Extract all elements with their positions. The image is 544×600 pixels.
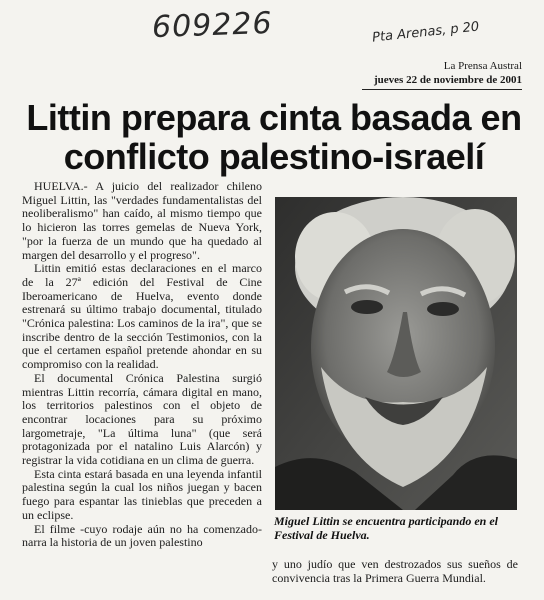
- article-left-column: [22, 180, 262, 550]
- photo-caption: Miguel Littin se encuentra participando en el Festival de Huelva.: [274, 514, 499, 542]
- portrait-illustration: [275, 197, 517, 510]
- article-paragraph: El documental Crónica Palestina surgió mientras Littin recorría, cámara digital en mano, los territorios palestinos con el objeto de encontrar locaciones para su próximo largometraje, "La última luna" (que será protagonizada por el natalino Luis Alarcón) y registrar la vida cotidiana en un clima de guerra.: [22, 370, 262, 468]
- article-paragraph: y uno judío que ven destrozados sus sueños de convivencia tras la Primera Guerra Mundial.: [272, 557, 518, 585]
- publication-date: jueves 22 de noviembre de 2001: [374, 74, 522, 86]
- article-paragraph: Littin emitió estas declaraciones en el marco de la 27ª edición del Festival de Cine Iberoamericano de Huelva, evento donde estrenará su último trabajo documental, titulado "Crónica palestina: Los caminos de la ira", que se inscribe dentro de la sección Testimonios, con la que el certamen español pretende ahondar en su compromiso con la realidad.: [22, 261, 262, 372]
- article-paragraph: Esta cinta estará basada en una leyenda infantil palestina según la cual los niños juegan y bacen fuego para espantar las tinieblas que preceden a un eclipse.: [22, 466, 262, 522]
- handwritten-number: 609226: [151, 5, 274, 46]
- header-rule: [362, 89, 522, 90]
- handwritten-source-note: Pta Arenas, p 20: [371, 19, 480, 46]
- article-paragraph: El filme -cuyo rodaje aún no ha comenzado- narra la historia de un joven palestino: [22, 521, 262, 550]
- article-paragraph: HUELVA.- A juicio del realizador chileno Miguel Littin, las "verdades fundamentalistas del neoliberalismo" han caído, al mismo tiempo que lo hicieron las torres gemelas de Nueva York, "por la fuerza de un mundo que ha quedado al margen del desarrollo y el progreso".: [22, 179, 262, 262]
- headline: Littin prepara cinta basada en conflicto palestino-israelí: [26, 97, 522, 177]
- publication-name: La Prensa Austral: [443, 60, 522, 72]
- portrait-photo: [275, 197, 517, 510]
- article-right-column: [272, 558, 518, 585]
